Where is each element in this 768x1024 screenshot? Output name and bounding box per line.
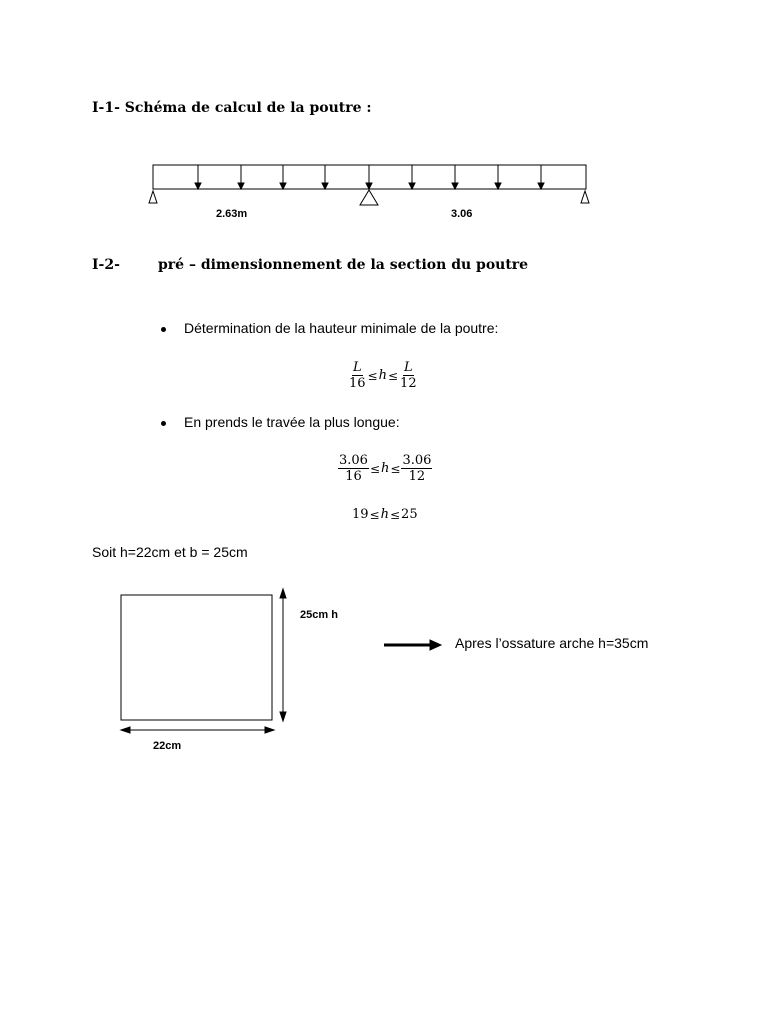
variable-h: h (381, 461, 390, 476)
fraction-denominator: 16 (345, 469, 362, 484)
note-text: Apres l’ossature arche h=35cm (455, 635, 649, 651)
section-rectangle (121, 595, 272, 720)
leq-symbol: ≤ (369, 507, 380, 522)
leq-symbol: ≤ (389, 507, 401, 522)
lower-bound: 19 (352, 507, 369, 522)
section-2-title: pré – dimensionnement de la section du poutre (158, 257, 529, 273)
fraction-numerator: 3.06 (339, 453, 368, 468)
variable-h: h (380, 507, 389, 522)
height-dimension-arrow (280, 589, 286, 721)
chosen-dimensions-text: Soit h=22cm et b = 25cm (92, 544, 248, 560)
span-1-label: 2.63m (216, 208, 248, 220)
leq-symbol: ≤ (369, 461, 381, 476)
fraction-denominator: 12 (400, 376, 417, 391)
fraction-numerator: L (404, 360, 413, 375)
fraction-numerator: L (352, 360, 362, 375)
span-2-label: 3.06 (451, 208, 473, 220)
height-label: 25cm h (300, 609, 338, 621)
width-dimension-arrow (121, 727, 274, 733)
variable-h: h (378, 368, 387, 383)
leq-symbol: ≤ (390, 461, 401, 476)
bullet-1-text: Détermination de la hauteur minimale de la poutre: (184, 320, 499, 336)
upper-bound: 25 (401, 507, 418, 522)
fraction-denominator: 12 (408, 469, 426, 484)
fraction-numerator: 3.06 (402, 453, 432, 468)
section-2-number: I-2- (92, 257, 120, 273)
bullet-2-text: En prends le travée la plus longue: (184, 414, 400, 430)
section-1-title: I-1- Schéma de calcul de la poutre : (92, 100, 372, 116)
width-label: 22cm (153, 740, 182, 752)
leq-symbol: ≤ (367, 368, 378, 383)
leq-symbol: ≤ (387, 368, 399, 383)
fraction-denominator: 16 (349, 376, 366, 391)
right-arrow-icon (384, 640, 441, 650)
